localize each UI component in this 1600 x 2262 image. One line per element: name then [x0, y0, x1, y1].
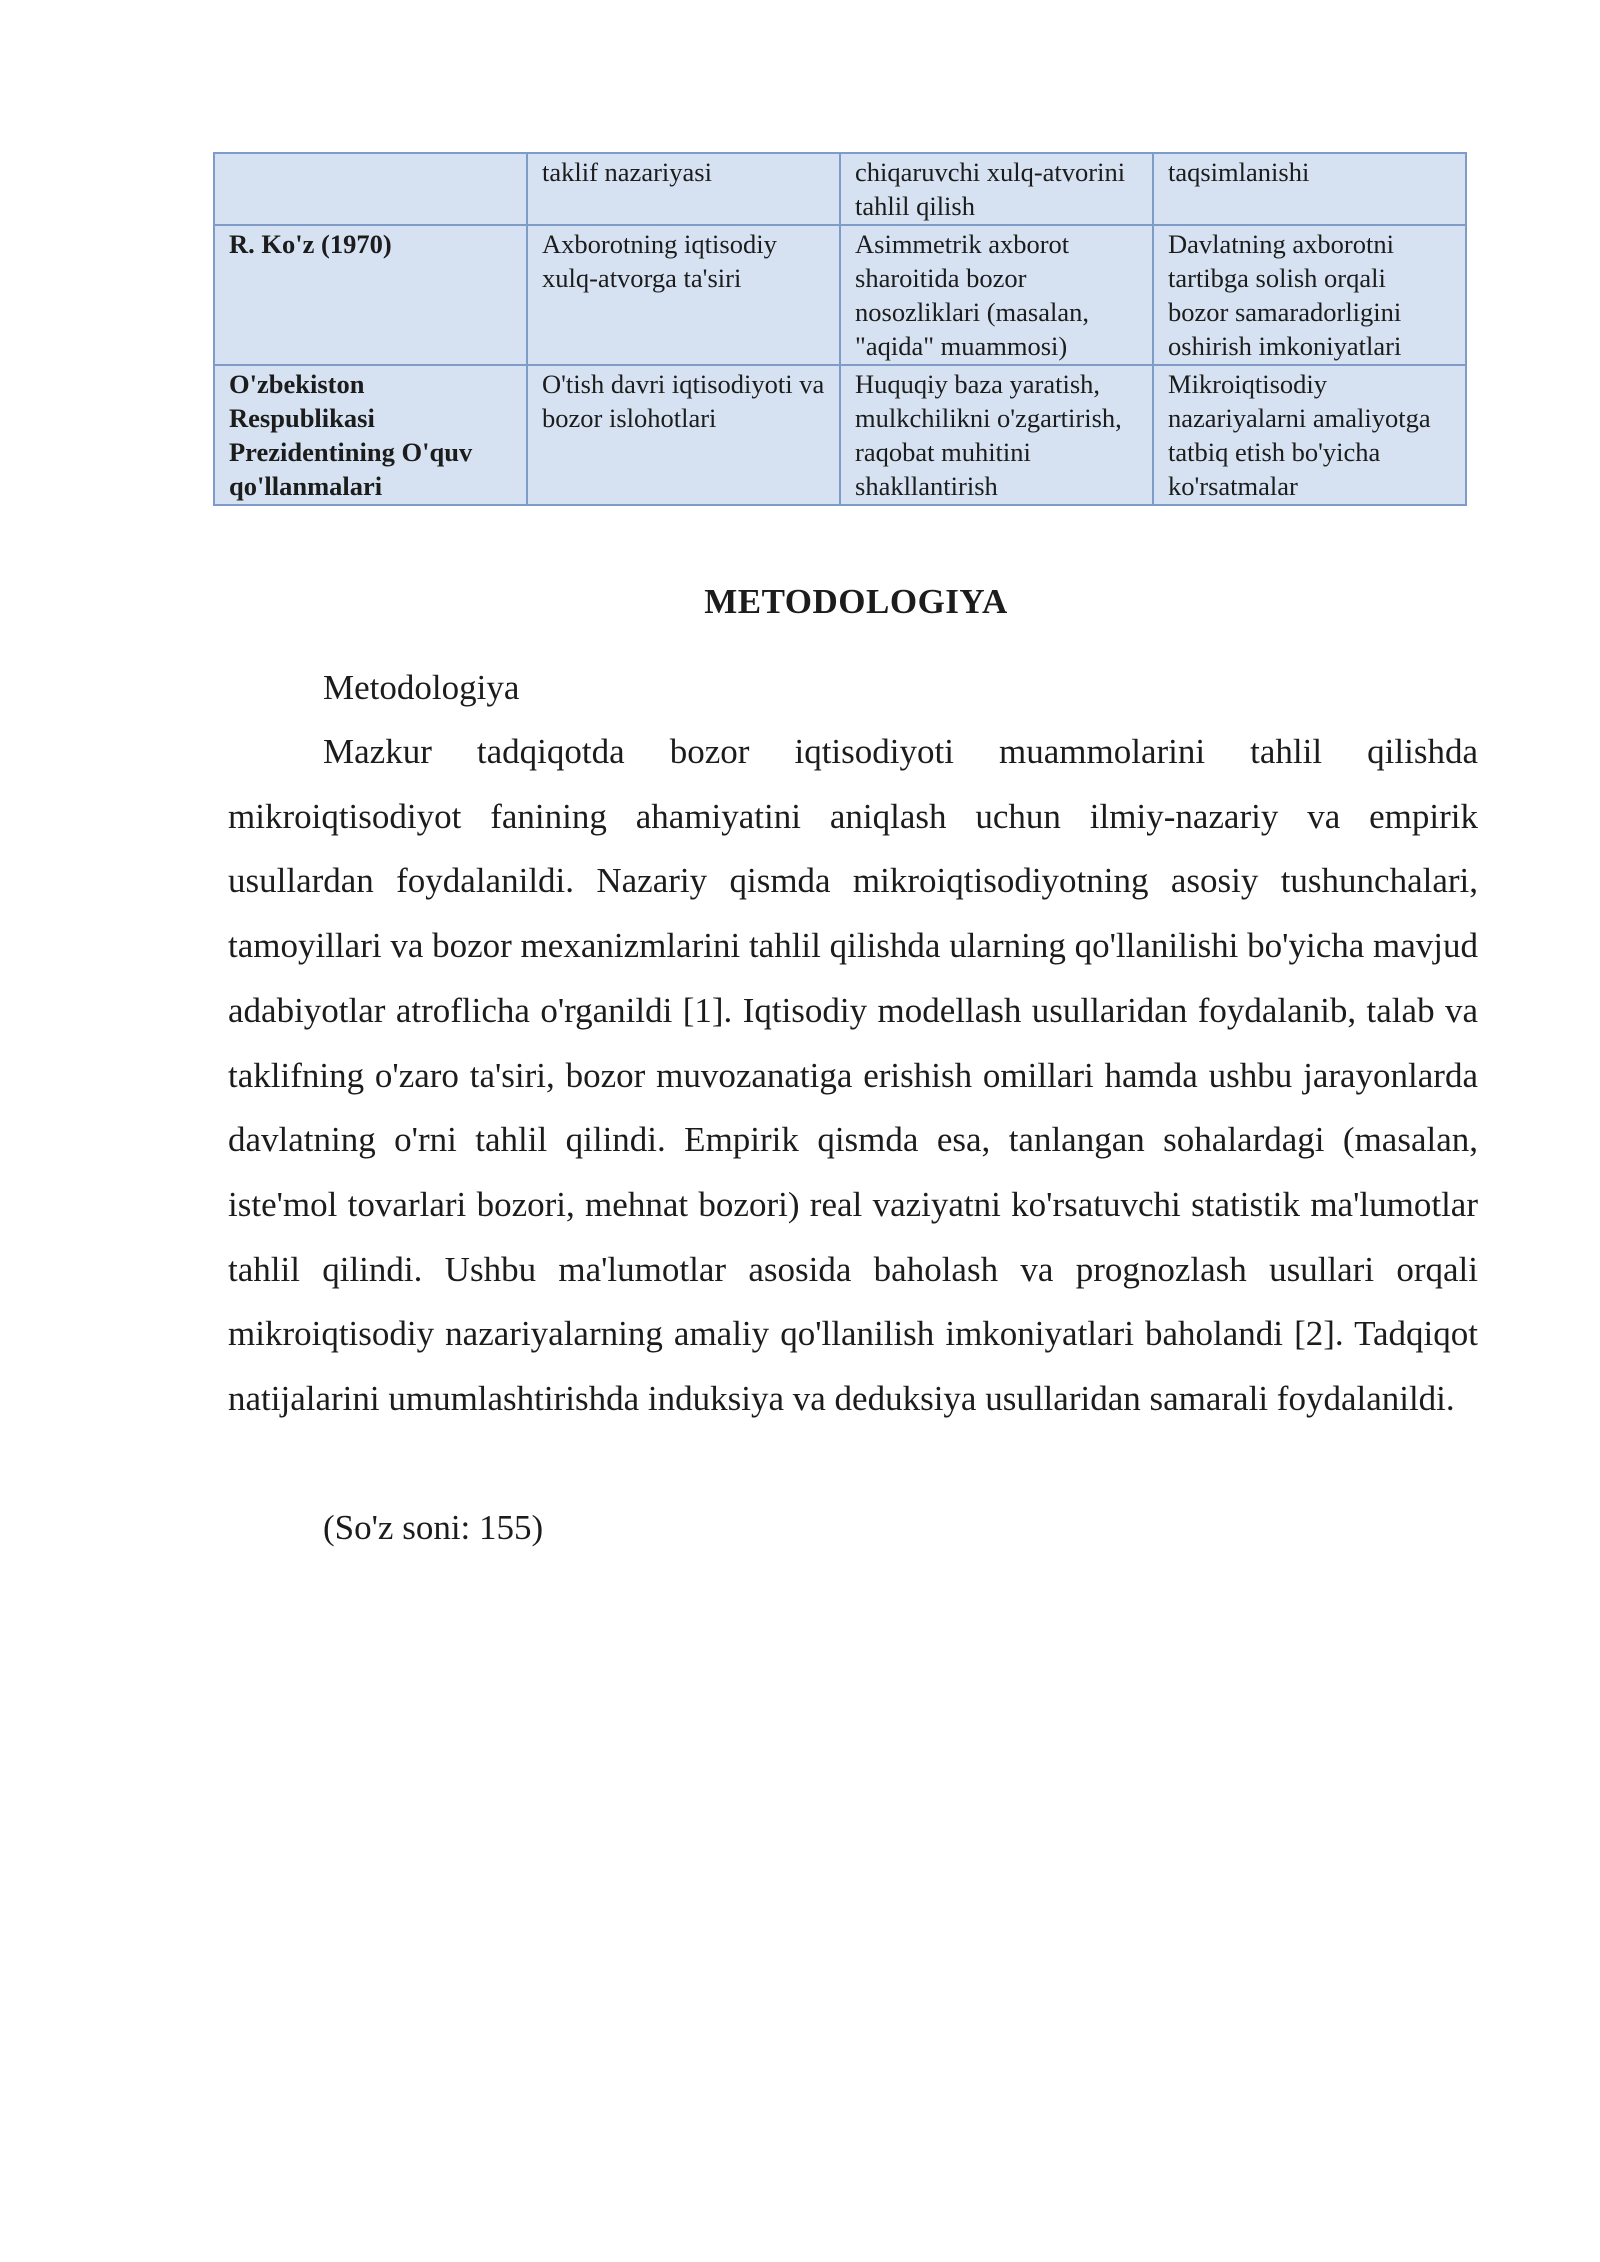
table-row: [214, 225, 1466, 365]
theory-cell: O'tish davri iqtisodiyoti va bozor islohotlari: [527, 365, 840, 505]
theory-cell: Axborotning iqtisodiy xulq-atvorga ta'siri: [527, 225, 840, 365]
section-subheading: Metodologiya: [323, 668, 520, 707]
author-cell: O'zbekiston Respublikasi Prezidentining O'quv qo'llanmalari: [214, 365, 527, 505]
author-cell: [214, 153, 527, 225]
table-row: [214, 365, 1466, 505]
analysis-cell: chiqaruvchi xulq-atvorini tahlil qilish: [840, 153, 1153, 225]
section-heading: METODOLOGIYA: [704, 582, 1008, 621]
table-row: [214, 153, 1466, 225]
analysis-cell: Asimmetrik axborot sharoitida bozor nosozliklari (masalan, "aqida" muammosi): [840, 225, 1153, 365]
analysis-cell: Huquqiy baza yaratish, mulkchilikni o'zgartirish, raqobat muhitini shakllantirish: [840, 365, 1153, 505]
theory-cell: taklif nazariyasi: [527, 153, 840, 225]
literature-table: [213, 152, 1467, 506]
implication-cell: Davlatning axborotni tartibga solish orqali bozor samaradorligini oshirish imkoniyatlari: [1153, 225, 1466, 365]
methodology-paragraph: Mazkur tadqiqotda bozor iqtisodiyoti muammolarini tahlil qilishda mikroiqtisodiyot fanining ahamiyatini aniqlash uchun ilmiy-nazariy va empirik usullardan foydalanildi. Nazariy qismda mikroiqtisodiyotning asosiy tushunchalari, tamoyillari va bozor mexanizmlarini tahlil qilishda ularning qo'llanilishi bo'yicha mavjud adabiyotlar atroflicha o'rganildi [1]. Iqtisodiy modellash usullaridan foydalanib, talab va taklifning o'zaro ta'siri, bozor muvozanatiga erishish omillari hamda ushbu jarayonlarda davlatning o'rni tahlil qilindi. Empirik qismda esa, tanlangan sohalardagi (masalan, iste'mol tovarlari bozori, mehnat bozori) real vaziyatni ko'rsatuvchi statistik ma'lumotlar tahlil qilindi. Ushbu ma'lumotlar asosida baholash va prognozlash usullari orqali mikroiqtisodiy nazariyalarning amaliy qo'llanilish imkoniyatlari baholandi [2]. Tadqiqot natijalarini umumlashtirishda induksiya va deduksiya usullaridan samarali foydalanildi.: [228, 732, 1478, 1419]
implication-cell: Mikroiqtisodiy nazariyalarni amaliyotga tatbiq etish bo'yicha ko'rsatmalar: [1153, 365, 1466, 505]
word-count: (So'z soni: 155): [323, 1508, 544, 1547]
author-cell: R. Ko'z (1970): [214, 225, 527, 365]
implication-cell: taqsimlanishi: [1153, 153, 1466, 225]
